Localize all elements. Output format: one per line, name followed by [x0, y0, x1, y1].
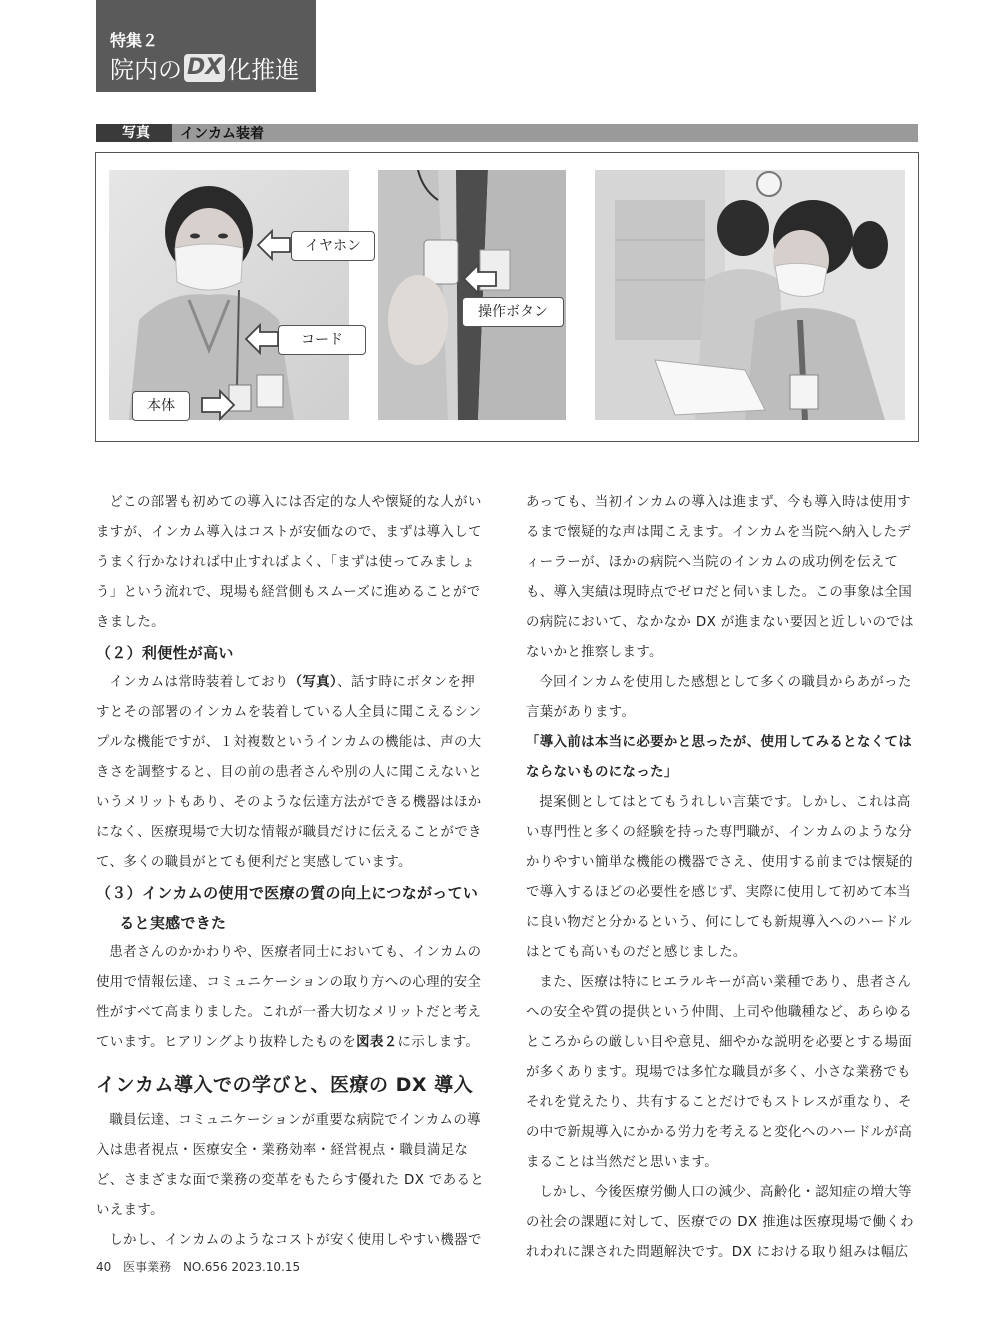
- photo-frame: [95, 152, 919, 442]
- left-paragraph-3: [96, 938, 488, 1058]
- left-paragraph-3-part-a: 患者さんのかかわりや、医療者同士においても、インカムの使用で情報伝達、コミュニケーションの取り方への心理的安全性がすべて高まりました。これが一番大切なメリットだと考えています。ヒアリングより抜粋したものを: [96, 945, 482, 1050]
- feature-title-suffix: 化推進: [227, 56, 300, 84]
- left-paragraph-1: どこの部署も初めての導入には否定的な人や懐疑的な人がいますが、インカム導入はコストが安価なので、まずは導入してうまく行かなければ中止すればよく、「まずは使ってみましょう」という流れで、現場も経営側もスムーズに進めることができました。: [96, 495, 482, 630]
- feature-title: [110, 50, 299, 85]
- right-paragraph-3: 提案側としてはとてもうれしい言葉です。しかし、これは高い専門性と多くの経験を持った専門職が、インカムのような分かりやすい簡単な機能の機器でさえ、使用する前までは懐疑的で導入するほどの必要性を感じず、実際に使用して初めて本当に良い物だと分かるという、何にしても新規導入へのハードルはとても高いものだと感じました。: [526, 795, 913, 960]
- arrow-cord-icon: [244, 323, 280, 355]
- arrow-body-icon: [200, 389, 236, 421]
- callout-earphone: イヤホン: [291, 231, 375, 261]
- left-paragraph-3-part-b: に示します。: [397, 1035, 480, 1050]
- dx-logo-badge: DX: [184, 54, 225, 82]
- staff-quote: 「導入前は本当に必要かと思ったが、使用してみるとなくてはならないものになった」: [526, 735, 913, 780]
- page-footer: [96, 1258, 308, 1275]
- feature-header: [96, 0, 316, 92]
- right-paragraph-2: 今回インカムを使用した感想として多くの職員からあがった言葉があります。: [526, 675, 912, 720]
- right-paragraph-5: しかし、今後医療労働人口の減少、高齢化・認知症の増大等の社会の課題に対して、医療での DX 推進は医療現場で働くわれわれに課された問題解決です。DX における取り組みは幅広: [526, 1185, 914, 1260]
- photo-nurses-station: [595, 170, 905, 420]
- issue-info: NO.656 2023.10.15: [182, 1260, 301, 1274]
- arrow-earphone-icon: [256, 229, 292, 261]
- arrow-operation-button-icon: [462, 263, 498, 295]
- photo-tag: 写真: [96, 124, 172, 142]
- left-column: [96, 488, 488, 1256]
- right-paragraph-1: あっても、当初インカムの導入は進まず、今も導入時は使用するまで懐疑的な声は聞こえます。インカムを当院へ納入したディーラーが、ほかの病院へ当院のインカムの成功例を伝えても、導入実績は現時点でゼロだと伺いました。この事象は全国の病院において、なかなか DX が進まない要因と近しいのではないかと推察します。: [526, 495, 914, 660]
- left-paragraph-5: しかし、インカムのようなコストが安く使用しやすい機器で: [109, 1233, 482, 1248]
- section-heading: インカム導入での学びと、医療の DX 導入: [96, 1074, 474, 1096]
- photo-nurse-portrait: [109, 170, 349, 420]
- left-paragraph-2-part-b: 、話す時にボタンを押すとその部署のインカムを装着している人全員に聞こえるシンプルな機能ですが、１対複数というインカムの機能は、声の大きさを調整すると、目の前の患者さんや別の人に聞こえないというメリットもあり、そのような伝達方法ができる機器はほかになく、医療現場で大切な情報が職員だけに伝えることができて、多くの職員がとても便利だと実感しています。: [96, 675, 483, 870]
- left-paragraph-2-part-a: インカムは常時装着しており: [109, 675, 289, 690]
- page-number: 40: [96, 1260, 112, 1274]
- callout-body: 本体: [132, 391, 190, 421]
- subheading-convenience: （２）利便性が高い: [96, 644, 234, 662]
- feature-title-prefix: 院内の: [110, 56, 182, 84]
- right-paragraph-4: また、医療は特にヒエラルキーが高い業種であり、患者さんへの安全や質の提供という仲間、上司や他職種など、あらゆるところからの厳しい目や意見、細やかな説明を必要とする場面が多くあります。現場では多忙な職員が多く、小さな業務でもそれを覚えたり、共有することだけでもストレスが重なり、その中で新規導入にかかる労力を考えると変化へのハードルが高まることは当然だと思います。: [526, 975, 913, 1170]
- photo-caption-bar: [96, 124, 918, 142]
- right-column: [526, 488, 918, 1268]
- photo-reference: （写真）: [288, 675, 338, 690]
- subheading-quality: （３）インカムの使用で医療の質の向上につながっていると実感できた: [96, 884, 479, 932]
- figure-reference: 図表２: [356, 1035, 398, 1050]
- callout-cord: コード: [278, 325, 366, 355]
- journal-name: 医事業務: [123, 1260, 172, 1274]
- left-paragraph-2: [96, 668, 488, 878]
- left-paragraph-4: 職員伝達、コミュニケーションが重要な病院でインカムの導入は患者視点・医療安全・業務効率・経営視点・職員満足など、さまざまな面で業務の変革をもたらす優れた DX であるといえます。: [96, 1113, 485, 1218]
- photo-caption: インカム装着: [180, 126, 264, 142]
- photo-button-closeup: [378, 170, 566, 420]
- feature-series-label: 特集２: [110, 31, 159, 50]
- callout-operation-button: 操作ボタン: [462, 297, 564, 327]
